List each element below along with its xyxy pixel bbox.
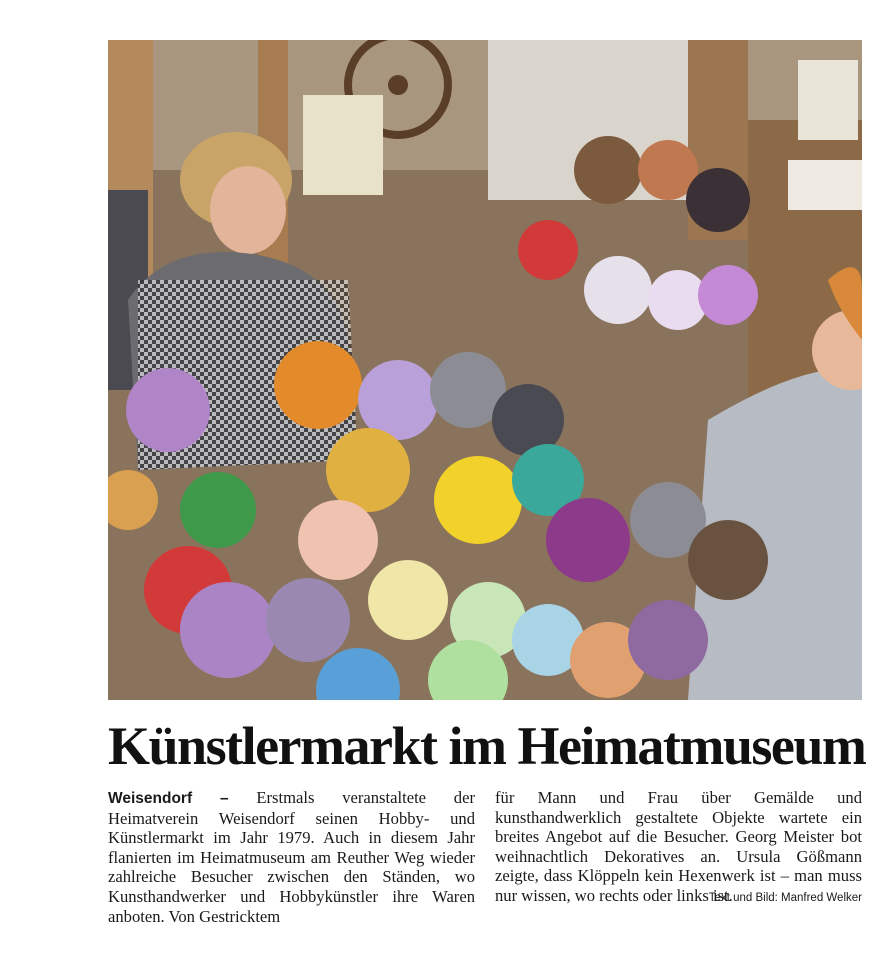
article-text-2: für Mann und Frau über Gemälde und kunsthandwerklich gestaltete Objekte wartete ein breites Angebot auf die Besucher. Georg Meister bot weihnachtlich Dekoratives an. Ursula Gößmann zeigte, dass Klöppeln kein Hexenwerk ist – man muss nur wissen, wo rechts oder links ist. [495,788,862,905]
dateline: Weisendorf – [108,790,229,807]
headline: Künstlermarkt im Heimatmuseum [108,716,866,776]
article-column-1 [108,788,475,938]
article-body [108,788,862,938]
market-photo [108,40,862,700]
photo-credit: Text und Bild: Manfred Welker [708,891,862,904]
article-text-1: Erstmals veranstaltete der Heimatverein Weisendorf seinen Hobby- und Künstlermarkt im Jahr 1979. Auch in diesem Jahr flanierten im Heimatmuseum am Reuther Weg wieder zahlreiche Besucher zwischen den Ständen, wo Kunsthandwerker und Hobbykünstler ihre Waren anboten. Von Gestricktem [108,788,475,926]
article-column-2 [495,788,862,938]
